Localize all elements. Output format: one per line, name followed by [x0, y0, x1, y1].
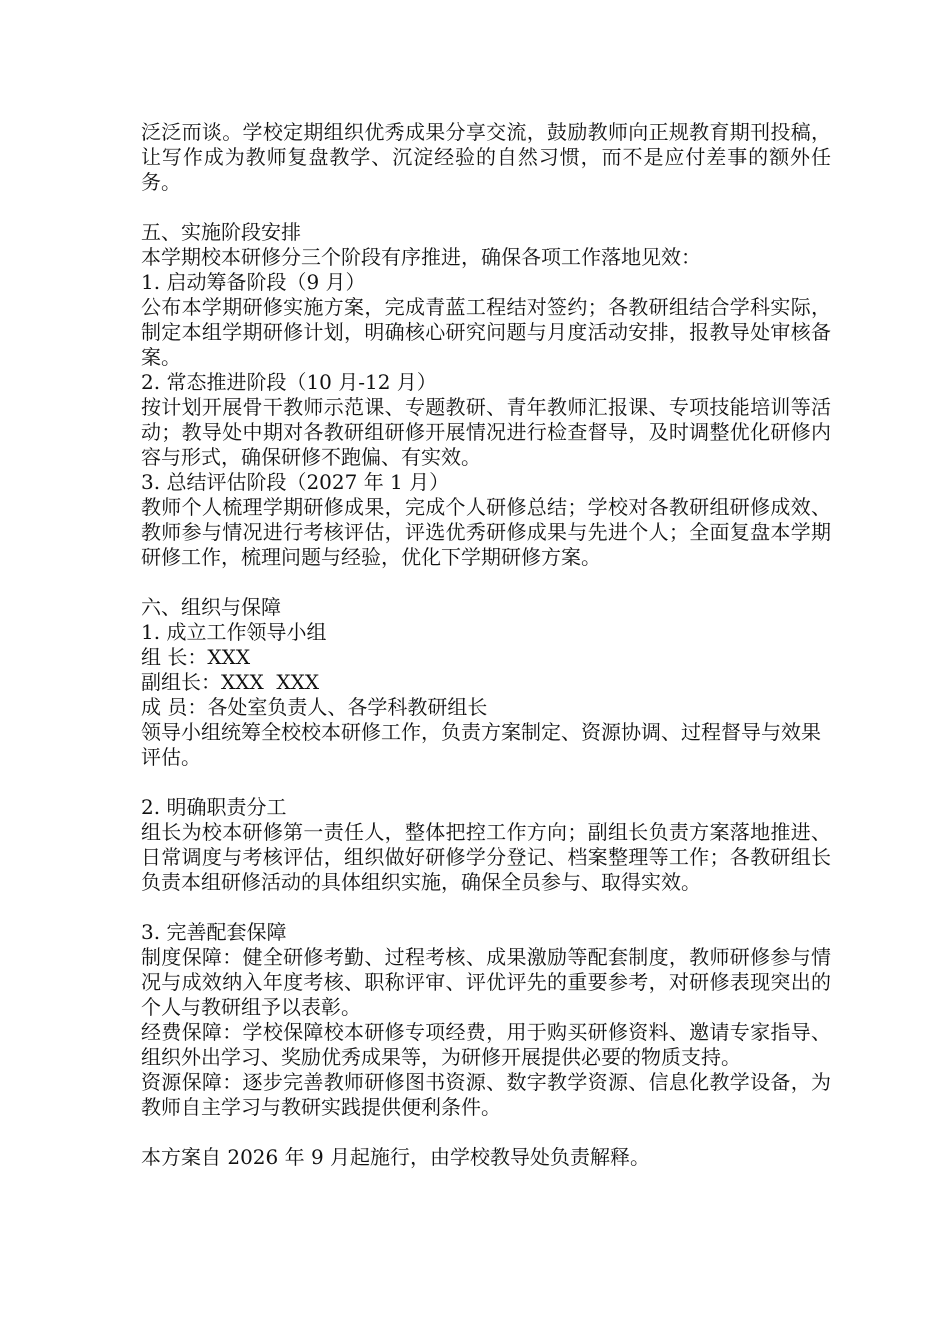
- paragraph-responsibilities: 组长为校本研修第一责任人，整体把控工作方向；副组长负责方案落地推进、日常调度与考核评估，组织做好研修学分登记、档案整理等工作；各教研组长负责本组研修活动的具体组织实施，确保全员参与、取得实效。: [141, 820, 831, 894]
- paragraph-resource-support: 资源保障：逐步完善教师研修图书资源、数字教学资源、信息化教学设备，为教师自主学习与教研实践提供便利条件。: [141, 1070, 831, 1119]
- paragraph-phase-1: 公布本学期研修实施方案，完成青蓝工程结对签约；各教研组结合学科实际，制定本组学期研修计划，明确核心研究问题与月度活动安排，报教导处审核备案。: [141, 295, 831, 369]
- paragraph-institutional-support: 制度保障：健全研修考勤、过程考核、成果激励等配套制度，教师研修参与情况与成效纳入年度考核、职称评审、评优评先的重要参考，对研修表现突出的个人与教研组予以表彰。: [141, 945, 831, 1019]
- blank-line: [141, 1120, 831, 1145]
- members-line: 成 员：各处室负责人、各学科教研组长: [141, 695, 488, 719]
- blank-line: [141, 895, 831, 920]
- paragraph-phases-intro: 本学期校本研修分三个阶段有序推进，确保各项工作落地见效：: [141, 245, 701, 269]
- subheading-leadership-group: 1. 成立工作领导小组: [141, 620, 327, 644]
- paragraph-funding-support: 经费保障：学校保障校本研修专项经费，用于购买研修资料、邀请专家指导、组织外出学习、奖励优秀成果等，为研修开展提供必要的物质支持。: [141, 1020, 831, 1069]
- paragraph-intro-continuation: 泛泛而谈。学校定期组织优秀成果分享交流，鼓励教师向正规教育期刊投稿，让写作成为教师复盘教学、沉淀经验的自然习惯，而不是应付差事的额外任务。: [141, 120, 831, 194]
- paragraph-phase-3: 教师个人梳理学期研修成果，完成个人研修总结；学校对各教研组研修成效、教师参与情况进行考核评估，评选优秀研修成果与先进个人；全面复盘本学期研修工作，梳理问题与经验，优化下学期研修方案。: [141, 495, 831, 569]
- subheading-support: 3. 完善配套保障: [141, 920, 287, 944]
- paragraph-leadership-duty: 领导小组统筹全校校本研修工作，负责方案制定、资源协调、过程督导与效果评估。: [141, 720, 821, 769]
- subheading-phase-2: 2. 常态推进阶段（10 月-12 月）: [141, 370, 437, 394]
- section-heading-organization: 六、组织与保障: [141, 595, 281, 619]
- subheading-phase-1: 1. 启动筹备阶段（9 月）: [141, 270, 366, 294]
- section-heading-phases: 五、实施阶段安排: [141, 220, 301, 244]
- document-body: [141, 120, 831, 1170]
- paragraph-phase-2: 按计划开展骨干教师示范课、专题教研、青年教师汇报课、专项技能培训等活动；教导处中期对各教研组研修开展情况进行检查督导，及时调整优化研修内容与形式，确保研修不跑偏、有实效。: [141, 395, 831, 469]
- paragraph-closing: 本方案自 2026 年 9 月起施行，由学校教导处负责解释。: [141, 1145, 651, 1169]
- deputy-leader-line: 副组长：XXX XXX: [141, 670, 320, 694]
- blank-line: [141, 770, 831, 795]
- subheading-phase-3: 3. 总结评估阶段（2027 年 1 月）: [141, 470, 450, 494]
- blank-line: [141, 570, 831, 595]
- blank-line: [141, 195, 831, 220]
- subheading-responsibilities: 2. 明确职责分工: [141, 795, 287, 819]
- leader-line: 组 长：XXX: [141, 645, 251, 669]
